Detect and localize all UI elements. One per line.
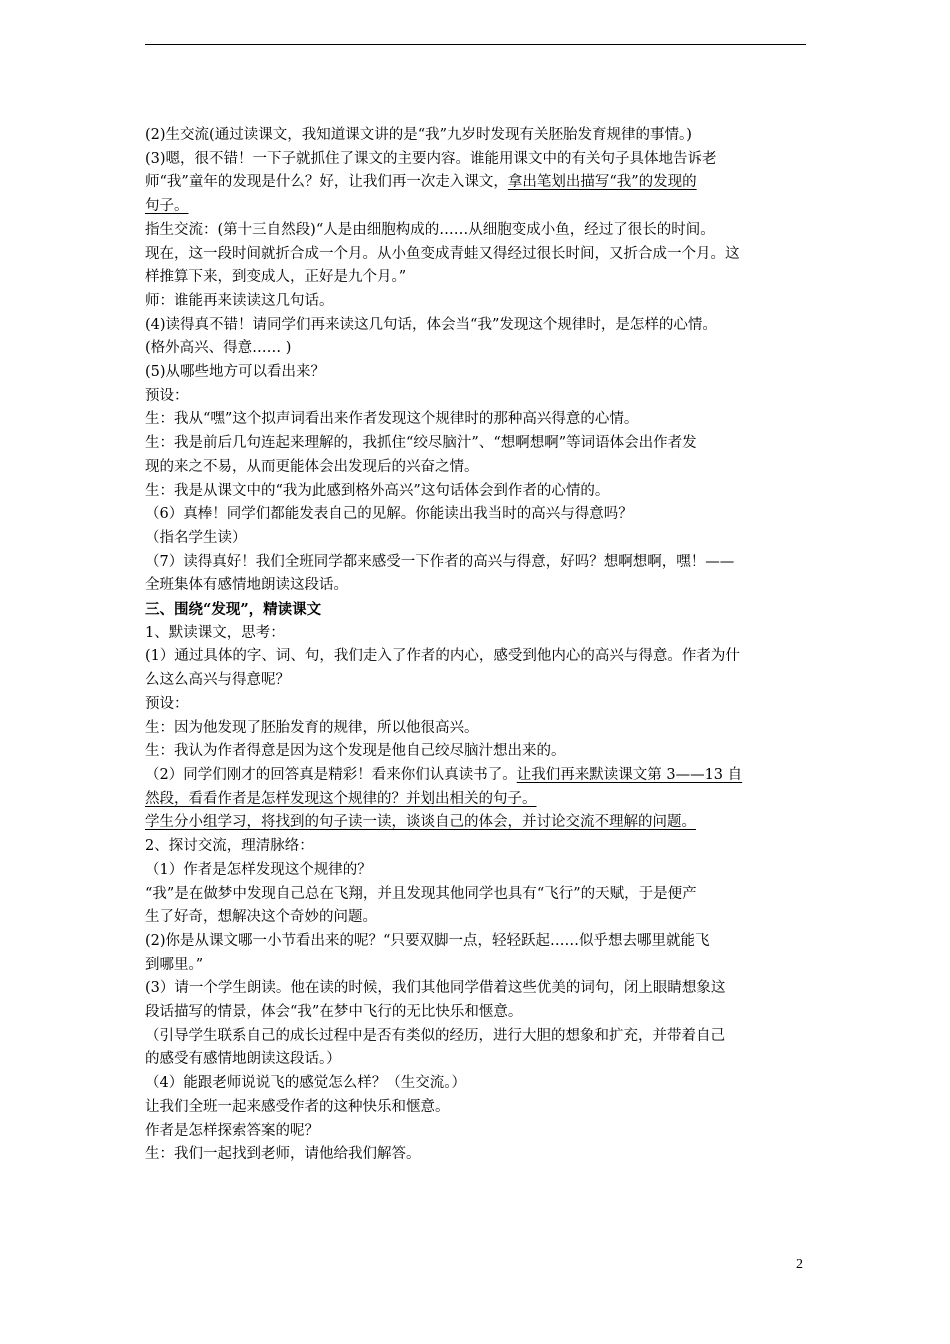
text-line: (2)生交流(通过读课文，我知道课文讲的是“我”九岁时发现有关胚胎发育规律的事情。) bbox=[145, 127, 692, 143]
text-line: 指生交流：(第十三自然段)“人是由细胞构成的……从细胞变成小鱼，经过了很长的时间。 bbox=[145, 221, 715, 238]
section-heading: 三、围绕“发现”，精读课文 bbox=[145, 601, 322, 619]
underlined-instruction: 句子。 bbox=[145, 198, 189, 215]
text-line: 么这么高兴与得意呢？ bbox=[145, 672, 290, 689]
text-line: 生：我认为作者得意是因为这个发现是他自己绞尽脑汁想出来的。 bbox=[145, 743, 566, 760]
text-line: 2、探讨交流，理清脉络： bbox=[145, 838, 314, 855]
text-line: （引导学生联系自己的成长过程中是否有类似的经历，进行大胆的想象和扩充，并带着自己 bbox=[145, 1027, 725, 1044]
text-line: （7）读得真好！我们全班同学都来感受一下作者的高兴与得意，好吗？想啊想啊，嘿！—— bbox=[145, 553, 735, 570]
text-line: (2)你是从课文哪一小节看出来的呢？“只要双脚一点，轻轻跃起……似乎想去哪里就能飞 bbox=[145, 932, 710, 949]
text-line: （指名学生读） bbox=[145, 529, 247, 546]
page-number: 2 bbox=[796, 1257, 803, 1272]
text-line: 生：我是从课文中的“我为此感到格外高兴”这句话体会到作者的心情的。 bbox=[145, 482, 610, 499]
text-line: 生：因为他发现了胚胎发育的规律，所以他很高兴。 bbox=[145, 719, 479, 736]
text-line: 到哪里。” bbox=[145, 956, 204, 973]
text-line: (3）请一个学生朗读。他在读的时候，我们其他同学借着这些优美的词句，闭上眼睛想象这 bbox=[145, 980, 726, 997]
text-line: 生了好奇，想解决这个奇妙的问题。 bbox=[145, 909, 377, 926]
header-rule bbox=[145, 44, 806, 45]
underlined-instruction: 让我们再来默读课文第 3——13 自 bbox=[516, 766, 743, 783]
document-body bbox=[145, 124, 810, 1167]
text-line: 生：我们一起找到老师，请他给我们解答。 bbox=[145, 1146, 421, 1163]
text-line: 让我们全班一起来感受作者的这种快乐和惬意。 bbox=[145, 1098, 450, 1115]
underlined-instruction: 学生分小组学习，将找到的句子读一读，谈谈自己的体会，并讨论交流不理解的问题。 bbox=[145, 814, 696, 831]
text-line: 样推算下来，到变成人，正好是九个月。” bbox=[145, 269, 407, 286]
text-line: 段话描写的情景，体会“我”在梦中飞行的无比快乐和惬意。 bbox=[145, 1004, 523, 1021]
underlined-instruction: 然段，看看作者是怎样发现这个规律的？并划出相关的句子。 bbox=[145, 790, 537, 807]
underlined-instruction: 拿出笔划出描写“我”的发现的 bbox=[507, 174, 697, 191]
text-line: (4)读得真不错！请同学们再来读这几句话，体会当“我”发现这个规律时，是怎样的心情。 bbox=[145, 316, 717, 333]
text-line: 现的来之不易，从而更能体会出发现后的兴奋之情。 bbox=[145, 458, 479, 475]
text-line: (1）通过具体的字、词、句，我们走入了作者的内心，感受到他内心的高兴与得意。作者为什 bbox=[145, 648, 740, 665]
text-line: 全班集体有感情地朗读这段话。 bbox=[145, 577, 348, 594]
text-line: 现在，这一段时间就折合成一个月。从小鱼变成青蛙又得经过很长时间，又折合成一个月。这 bbox=[145, 245, 740, 262]
text-line: 生：我是前后几句连起来理解的，我抓住“绞尽脑汁”、“想啊想啊”等词语体会出作者发 bbox=[145, 435, 697, 452]
text-line: “我”是在做梦中发现自己总在飞翔，并且发现其他同学也具有“飞行”的天赋，于是便产 bbox=[145, 885, 697, 902]
text-line: 的感受有感情地朗读这段话。） bbox=[145, 1051, 341, 1068]
text-line: （1）作者是怎样发现这个规律的？ bbox=[145, 861, 372, 878]
text-line: （4）能跟老师说说飞的感觉怎么样？（生交流。） bbox=[145, 1075, 466, 1092]
text-line: 师“我”童年的发现是什么？好，让我们再一次走入课文，拿出笔划出描写“我”的发现的 bbox=[145, 174, 697, 191]
text-line: （6）真棒！同学们都能发表自己的见解。你能读出我当时的高兴与得意吗？ bbox=[145, 506, 633, 523]
text-line: 预设： bbox=[145, 695, 189, 712]
text-line: 作者是怎样探索答案的呢？ bbox=[145, 1122, 319, 1139]
text-line: (3)嗯，很不错！一下子就抓住了课文的主要内容。谁能用课文中的有关句子具体地告诉老 bbox=[145, 150, 717, 167]
text-line: 预设： bbox=[145, 387, 189, 404]
text-line: (5)从哪些地方可以看出来？ bbox=[145, 364, 326, 381]
text-line: 师：谁能再来读读这几句话。 bbox=[145, 292, 334, 309]
text-line: 1、默读课文，思考： bbox=[145, 624, 285, 641]
text-line: 生：我从“嘿”这个拟声词看出来作者发现这个规律时的那种高兴得意的心情。 bbox=[145, 411, 639, 428]
text-line: （2）同学们刚才的回答真是精彩！看来你们认真读书了。让我们再来默读课文第 3——13 自 bbox=[145, 766, 743, 783]
text-line: (格外高兴、得意…… ) bbox=[145, 340, 292, 357]
